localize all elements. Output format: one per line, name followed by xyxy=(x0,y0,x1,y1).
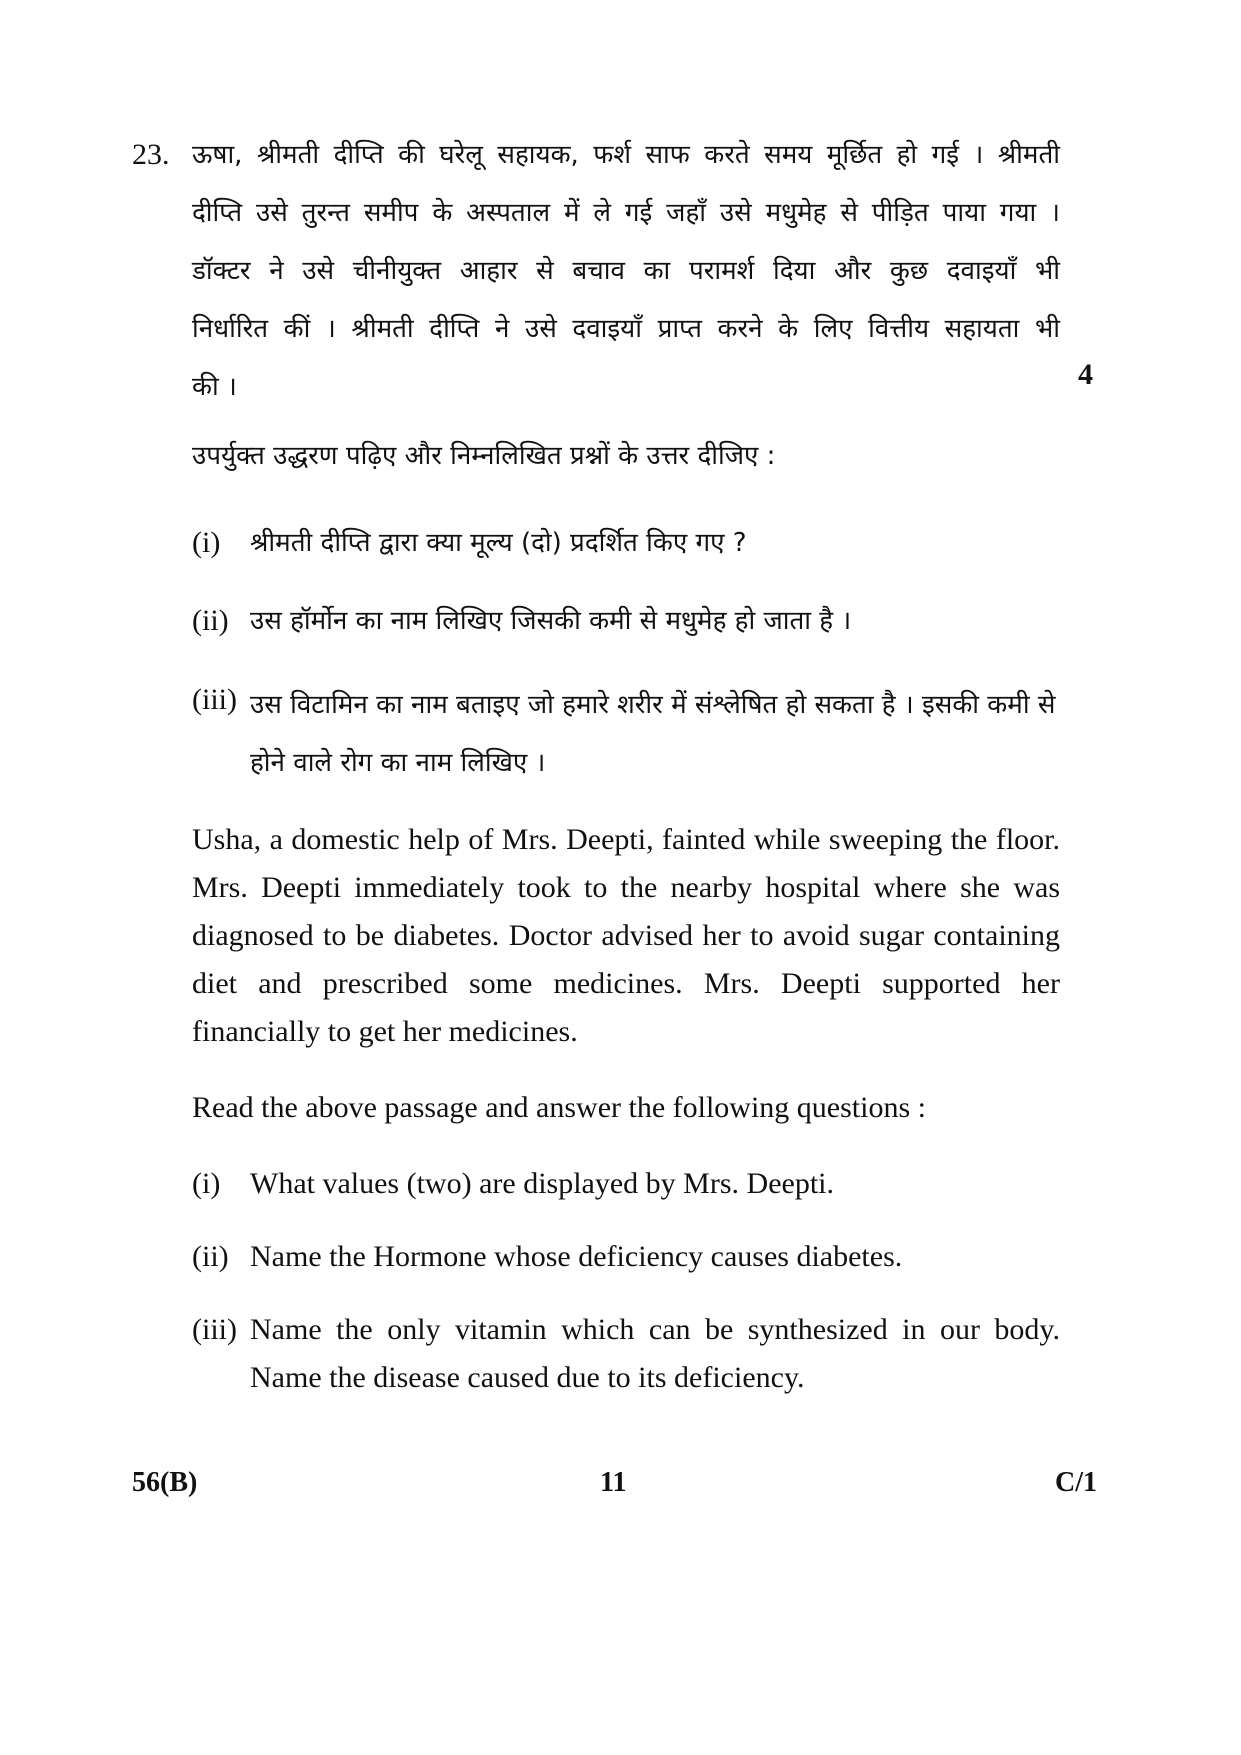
subquestion-text: What values (two) are displayed by Mrs. Deepti. xyxy=(250,1167,834,1200)
english-subquestion xyxy=(192,1306,1060,1402)
english-instruction: Read the above passage and answer the following questions : xyxy=(192,1091,926,1124)
paper-code: 56(B) xyxy=(132,1467,198,1498)
subquestion-label: (i) xyxy=(192,1167,221,1200)
hindi-passage-line: डॉक्टर ने उसे चीनीयुक्त आहार से बचाव का परामर्श दिया और कुछ दवाइयाँ भी xyxy=(192,256,1060,286)
hindi-passage-line: निर्धारित कीं । श्रीमती दीप्ति ने उसे दवाइयाँ प्राप्त करने के लिए वित्तीय सहायता भी xyxy=(192,314,1060,344)
subquestion-label: (ii) xyxy=(192,604,229,637)
hindi-passage xyxy=(192,126,1060,416)
subquestion-label: (iii) xyxy=(192,683,237,716)
hindi-passage-line: ऊषा, श्रीमती दीप्ति की घरेलू सहायक, फर्श साफ करते समय मूर्छित हो गई । श्रीमती xyxy=(192,140,1060,170)
subquestion-text: Name the only vitamin which can be synthesized in our body. Name the disease caused due to its deficiency. xyxy=(250,1313,1060,1394)
question-number: 23. xyxy=(132,138,170,171)
subquestion-label: (ii) xyxy=(192,1240,229,1273)
hindi-subquestion xyxy=(192,676,1060,786)
subquestion-text: Name the Hormone whose deficiency causes diabetes. xyxy=(250,1240,903,1273)
english-passage: Usha, a domestic help of Mrs. Deepti, fainted while sweeping the floor. Mrs. Deepti immediately took to the nearby hospital where she was diagnosed to be diabetes. Doctor advised her to avoid sugar containing diet and prescribed some medicines. Mrs. Deepti supported her financially to get her medicines. xyxy=(192,823,1060,1048)
question-marks: 4 xyxy=(1078,358,1093,391)
subquestion-label: (i) xyxy=(192,526,221,559)
hindi-instruction: उपर्युक्त उद्धरण पढ़िए और निम्नलिखित प्रश्नों के उत्तर दीजिए : xyxy=(192,441,776,471)
english-subquestion xyxy=(192,1233,1060,1281)
subquestion-text: उस विटामिन का नाम बताइए जो हमारे शरीर में संश्लेषित हो सकता है । इसकी कमी से होने वाले रोग का नाम लिखिए । xyxy=(250,690,1056,778)
subquestion-label: (iii) xyxy=(192,1313,237,1346)
subquestion-text: उस हॉर्मोन का नाम लिखिए जिसकी कमी से मधुमेह हो जाता है । xyxy=(250,606,852,636)
english-subquestion xyxy=(192,1160,1060,1208)
hindi-passage-line: दीप्ति उसे तुरन्त समीप के अस्पताल में ले गई जहाँ उसे मधुमेह से पीड़ित पाया गया । xyxy=(192,198,1060,228)
set-code: C/1 xyxy=(1055,1467,1097,1498)
hindi-subquestion xyxy=(192,519,1060,567)
subquestion-text: श्रीमती दीप्ति द्वारा क्या मूल्य (दो) प्रदर्शित किए गए ? xyxy=(250,528,747,558)
hindi-subquestion xyxy=(192,597,1060,645)
hindi-passage-line: की । xyxy=(192,372,237,402)
page-number: 11 xyxy=(600,1467,627,1498)
